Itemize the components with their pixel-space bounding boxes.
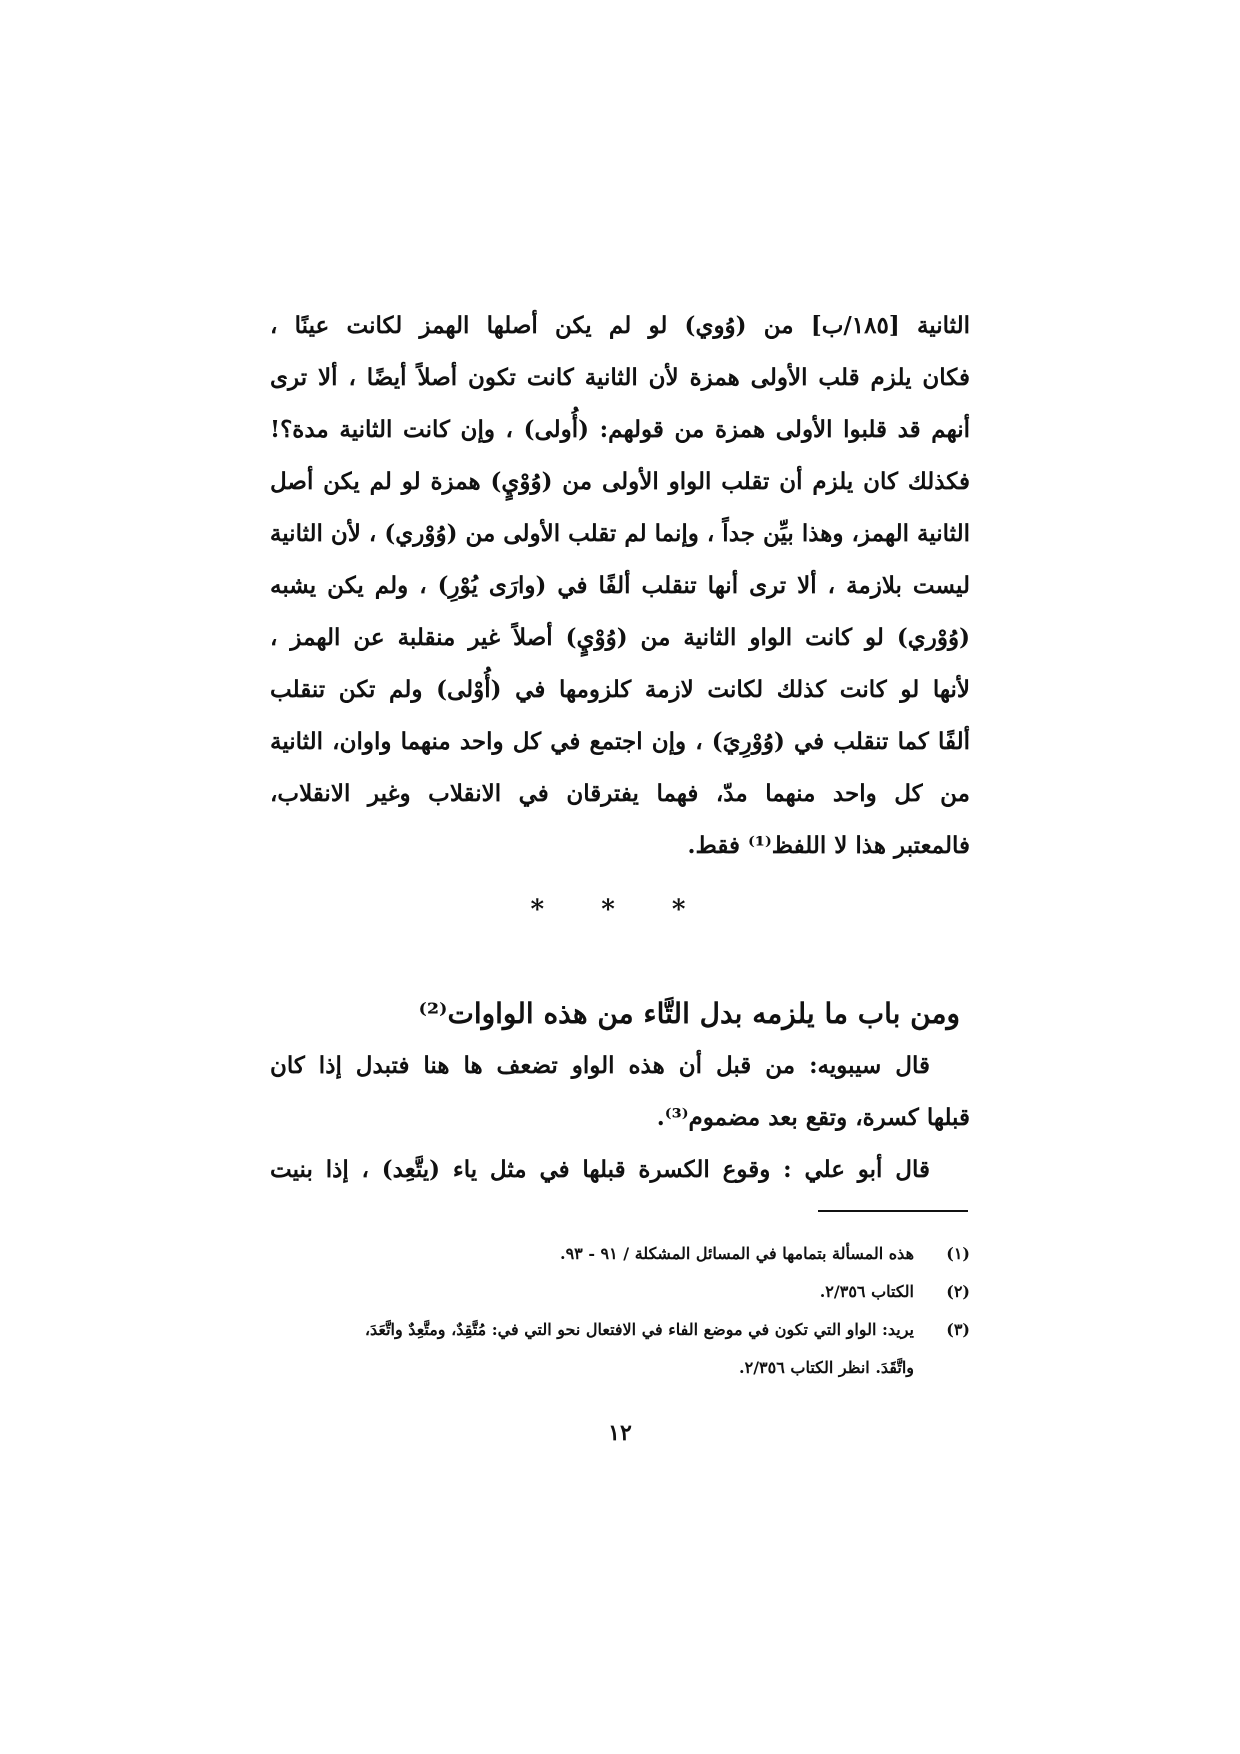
footnote-text: هذه المسألة بتمامها في المسائل المشكلة / ٩١ - ٩٣. xyxy=(559,1244,914,1263)
text-line: ليست بلازمة ، ألا ترى أنها تنقلب ألفًا في (وارَى يُوْرِ) ، ولم يكن يشبه xyxy=(270,572,970,599)
main-paragraph xyxy=(270,300,970,872)
quote-line xyxy=(270,1040,970,1092)
text-line: أنهم قد قلبوا الأولى همزة من قولهم: (أُولى) ، وإن كانت الثانية مدة؟! xyxy=(270,416,970,443)
footnote-number: (٣) xyxy=(946,1320,970,1339)
quote-line: قبلها كسرة، وتقع بعد مضموم⁽³⁾. xyxy=(656,1104,970,1131)
text-line: فكذلك كان يلزم أن تقلب الواو الأولى من (وُوْيٍ) همزة لو لم يكن أصل xyxy=(270,468,970,495)
page-number: ١٢ xyxy=(608,1420,632,1446)
footnote-item xyxy=(270,1235,970,1273)
footnote-text: يريد: الواو التي تكون في موضع الفاء في الافتعال نحو التي في: مُتَّقِدٌ، ومتَّعِدٌ واتَّعَدَ، xyxy=(364,1320,914,1339)
abu-ali-line: قال أبو علي : وقوع الكسرة قبلها في مثل ياء (يتَّعِد) ، إذا بنيت xyxy=(270,1156,930,1183)
text-line: (وُوْري) لو كانت الواو الثانية من (وُوْيٍ) أصلاً غير منقلبة عن الهمز ، xyxy=(270,624,970,651)
footnote-item xyxy=(270,1273,970,1311)
text-line: الثانية الهمز، وهذا بيِّن جداً ، وإنما لم تقلب الأولى من (وُوْري) ، لأن الثانية xyxy=(270,520,970,547)
text-line: فكان يلزم قلب الأولى همزة لأن الثانية كانت تكون أصلاً أيضًا ، ألا ترى xyxy=(270,364,970,391)
section-heading: ومن باب ما يلزمه بدل التَّاء من هذه الواوات⁽²⁾ xyxy=(418,997,960,1030)
quote-text: من قبل أن هذه الواو تضعف ها هنا فتبدل إذا كان xyxy=(270,1052,810,1079)
footnote-divider xyxy=(818,1210,968,1212)
text-line: فالمعتبر هذا لا اللفظ⁽¹⁾ فقط. xyxy=(687,832,970,859)
footnote-text: الكتاب ٢/٣٥٦. xyxy=(819,1282,914,1301)
text-line: من كل واحد منهما مدّ، فهما يفترقان في الانقلاب وغير الانقلاب، xyxy=(270,780,970,807)
footnote-number: (٢) xyxy=(946,1282,970,1301)
section-separator: * * * xyxy=(530,895,710,925)
footnote-continuation: واتَّقَدَ. انظر الكتاب ٢/٣٥٦. xyxy=(739,1358,914,1377)
text-line: لأنها لو كانت كذلك لكانت لازمة كلزومها في (أُوْلى) ولم تكن تنقلب xyxy=(270,676,970,703)
footnote-item xyxy=(270,1311,970,1349)
text-line: ألفًا كما تنقلب في (وُوْرِيَ) ، وإن اجتمع في كل واحد منهما واوان، الثانية xyxy=(270,728,970,755)
sibawayh-quote xyxy=(270,1040,970,1196)
text-line: الثانية [١٨٥/ب] من (وُوي) لو لم يكن أصلها الهمز لكانت عينًا ، xyxy=(270,312,970,339)
footnote-number: (١) xyxy=(946,1244,970,1263)
footnotes xyxy=(270,1235,970,1387)
quote-label: قال سيبويه: xyxy=(809,1052,930,1079)
